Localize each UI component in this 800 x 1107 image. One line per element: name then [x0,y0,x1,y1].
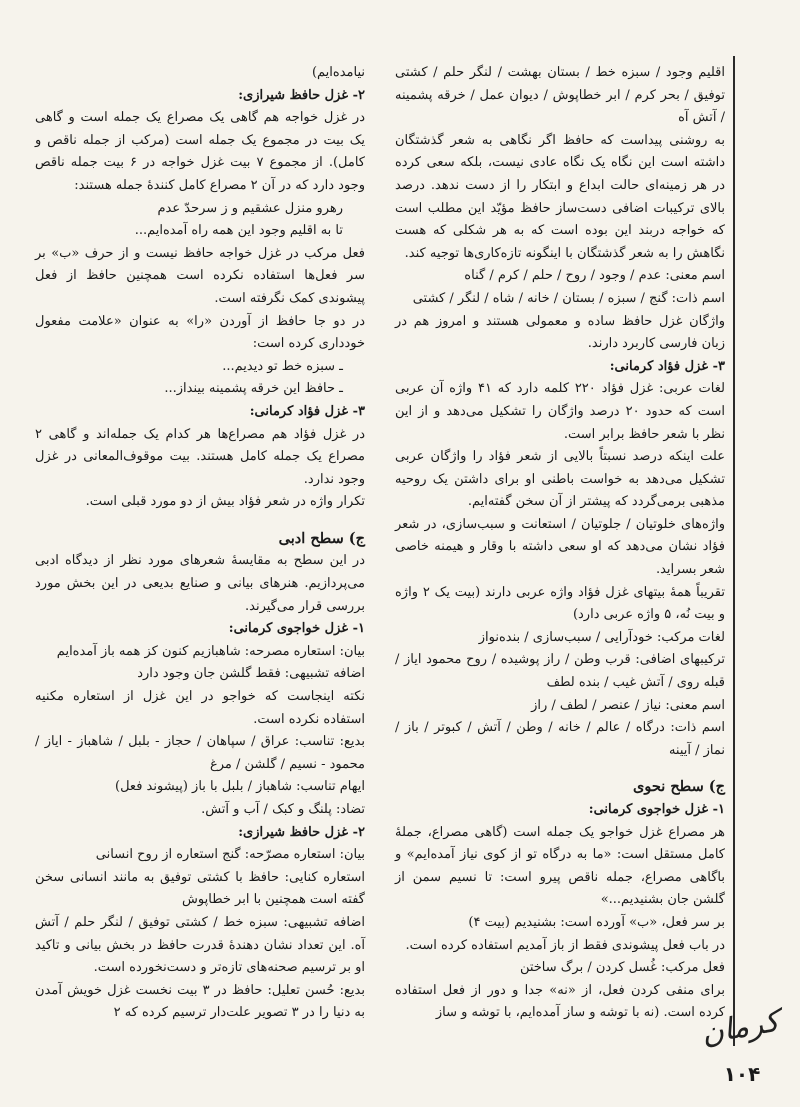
paragraph: اسم معنی: نیاز / عنصر / لطف / راز [531,697,725,713]
right-column [395,62,725,1025]
section-heading: ج) سطح ادبی [278,529,365,547]
subheading: ۳- غزل فؤاد کرمانی: [609,358,725,374]
paragraph: بدیع: تناسب: عراق / سپاهان / حجاز - بلبل / شاهباز - ایاز / محمود - نسیم / گلشن / مرغ [35,734,365,772]
paragraph: لغات مرکب: خودآرایی / سبب‌سازی / بنده‌نواز [478,629,725,645]
paragraph: نکته اینجاست که خواجو در این غزل از استعاره مکنیه استفاده نکرده است. [35,689,365,727]
paragraph: بر سر فعل، «ب» آورده است: بشنیدیم (بیت ۴) [468,914,725,930]
paragraph: در این سطح به مقایسهٔ شعرهای مورد نظر از دیدگاه ادبی می‌پردازیم. هنرهای بیانی و صنایع بدیعی در این بخش مورد بررسی قرار می‌گیرند. [35,553,365,614]
paragraph: بیان: استعاره مصرحه: شاهبازیم کنون کز همه باز آمده‌ایم [56,643,365,659]
paragraph: فعل مرکب: غُسل کردن / برگ ساختن [519,960,725,976]
kerman-logo: کرمان [698,1003,782,1052]
paragraph: استعاره کنایی: حافظ با کشتی توفیق به مانند انسانی سخن گفته است همچنین با ابر خطاپوش [35,869,365,908]
paragraph: اسم ذات: گنج / سبزه / بستان / خانه / شاه / لنگر / کشتی [412,290,725,306]
paragraph: واژه‌های خلوتیان / جلوتیان / استعانت و سبب‌سازی، در شعر فؤاد نشان می‌دهد که او سعی داشته با وقار و هیمنه خاصی شعر بسراید. [395,516,725,578]
paragraph: ایهام تناسب: شاهباز / بلبل با باز (پیشوند فعل) [115,779,365,795]
subheading: ۱- غزل خواجوی کرمانی: [228,621,365,637]
paragraph: اضافه تشبیهی: سبزه خط / کشتی توفیق / لنگر حلم / آتش آه. این تعداد نشان دهندهٔ قدرت حافظ در بخش بیانی و تاکید او بر ترسیم صحنه‌های تازه‌تر و دست‌نخورده است. [35,914,365,976]
subheading: ۲- غزل حافظ شیرازی: [238,824,365,840]
subheading: ۳- غزل فؤاد کرمانی: [249,403,365,419]
paragraph: بیان: استعاره مصرّحه: گنج استعاره از روح انسانی [95,847,365,863]
spacer [35,514,365,522]
paragraph: واژگان غزل حافظ ساده و معمولی هستند و امروز هم در زبان فارسی کاربرد دارند. [395,313,725,352]
paragraph: اسم ذات: درگاه / عالم / خانه / وطن / آتش / کبوتر / باز / نماز / آیینه [395,720,725,758]
spacer [395,762,725,770]
paragraph: علت اینکه درصد نسبتاً بالایی از شعر فؤاد را واژگان عربی تشکیل می‌دهد به خواست باطنی او برای داشتن یک روحیه مذهبی برمی‌گردد که پیشتر از آن سخن گفته‌ایم. [395,449,725,510]
paragraph: هر مصراع غزل خواجو یک جمله است (گاهی مصراع، جملهٔ کامل مستقل است: «ما به درگاه تو از کوی نیاز آمده‌ایم» و باگاهی مصراع، جمله ناقص پیرو است: تا نسیم سمن از گلشن جان بشنیدیم...» [395,824,725,908]
paragraph: تضاد: پلنگ و کبک / آب و آتش. [201,802,365,817]
column-rule [733,56,735,1046]
paragraph: نیامده‌ایم) [311,65,365,80]
paragraph: در غزل فؤاد هم مصراع‌ها هر کدام یک جمله‌اند و گاهی ۲ مصراع یک جمله کامل هستند. بیت موقوف‌المعانی در غزل وجود ندارد. [35,426,365,487]
paragraph: به روشنی پیداست که حافظ اگر نگاهی به شعر گذشتگان داشته است این نگاه یک نگاه عادی نیست، بلکه سعی کرده در هر زمینه‌ای حالت ابداع و ابتکار را از دست ندهد. درصد بالای ترکیبات اضافی دست‌ساز حافظ مؤیّد این مطلب است که خواجه دربند این بوده است که به هر شکلی که هست نگاهش را به شعر گذشتگان با اینگونه تازه‌کاری‌ها توجیه کند. [395,132,725,261]
paragraph: ترکیبهای اضافی: قرب وطن / راز پوشیده / روح محمود ایاز / قبله روی / آتش غیب / بنده لطف [395,652,725,691]
verse-line: تا به اقلیم وجود این همه راه آمده‌ایم... [134,223,343,239]
subheading: ۱- غزل خواجوی کرمانی: [588,802,725,817]
left-column [35,62,365,1025]
section-heading: ج) سطح نحوی [633,778,725,796]
verse-line: ـ سبزه خط تو دیدیم... [222,358,343,374]
paragraph: در باب فعل پیشوندی فقط از باز آمدیم استفاده کرده است. [405,937,725,953]
paragraph: لغات عربی: غزل فؤاد ۲۲۰ کلمه دارد که ۴۱ واژه آن عربی است که حدود ۲۰ درصد واژگان را تشکیل می‌دهد و از این نظر با شعر حافظ برابر است. [395,381,725,442]
paragraph: در غزل خواجه هم گاهی یک مصراع یک جمله است و گاهی یک بیت در مجموع یک جمله است (مرکب از جمله ناقص و کامل). از مجموع ۷ بیت غزل خواجه در ۶ بیت جمله ناقص وجود دارد که در آن ۲ مصراع کامل کنندهٔ جمله هستند: [35,110,365,193]
page-number: ۱۰۴ [723,1062,761,1086]
paragraph: فعل مرکب در غزل خواجه حافظ نیست و از حرف «ب» بر سر فعل‌ها استفاده نکرده است همچنین حافظ از فعل پیشوندی کمک نگرفته است. [35,245,365,306]
verse-line: رهرو منزل عشقیم و ز سرحدّ عدم [157,200,343,216]
subheading: ۲- غزل حافظ شیرازی: [238,87,365,103]
paragraph: اقلیم وجود / سبزه خط / بستان بهشت / لنگر حلم / کشتی توفیق / بحر کرم / ابر خطاپوش / دیوان عمل / خرقه پشمینه / آتش آه [395,65,725,126]
paragraph: در دو جا حافظ از آوردن «را» به عنوان «علامت مفعول خودداری کرده است: [35,313,365,352]
paragraph: برای منفی کردن فعل، از «نه» جدا و دور از فعل استفاده کرده است. (نه با توشه و ساز آمده‌ایم، با توشه و ساز [395,982,725,1021]
paragraph: اسم معنی: عدم / وجود / روح / حلم / کرم / گناه [464,268,725,284]
paragraph: اضافه تشبیهی: فقط گلشن جان وجود دارد [137,666,365,682]
verse-line: ـ حافظ این خرقه پشمینه بینداز... [164,381,343,397]
paragraph: تقریباً همهٔ بیتهای غزل فؤاد واژه عربی دارند (بیت یک ۲ واژه و بیت نُه، ۵ واژه عربی دارد) [395,584,725,623]
paragraph: تکرار واژه در شعر فؤاد بیش از دو مورد قبلی است. [85,494,365,510]
paragraph: بدیع: حُسن تعلیل: حافظ در ۳ بیت نخست غزل خویش آمدن به دنیا را در ۳ تصویر علت‌دار ترسیم کرده که ۲ [35,982,365,1021]
